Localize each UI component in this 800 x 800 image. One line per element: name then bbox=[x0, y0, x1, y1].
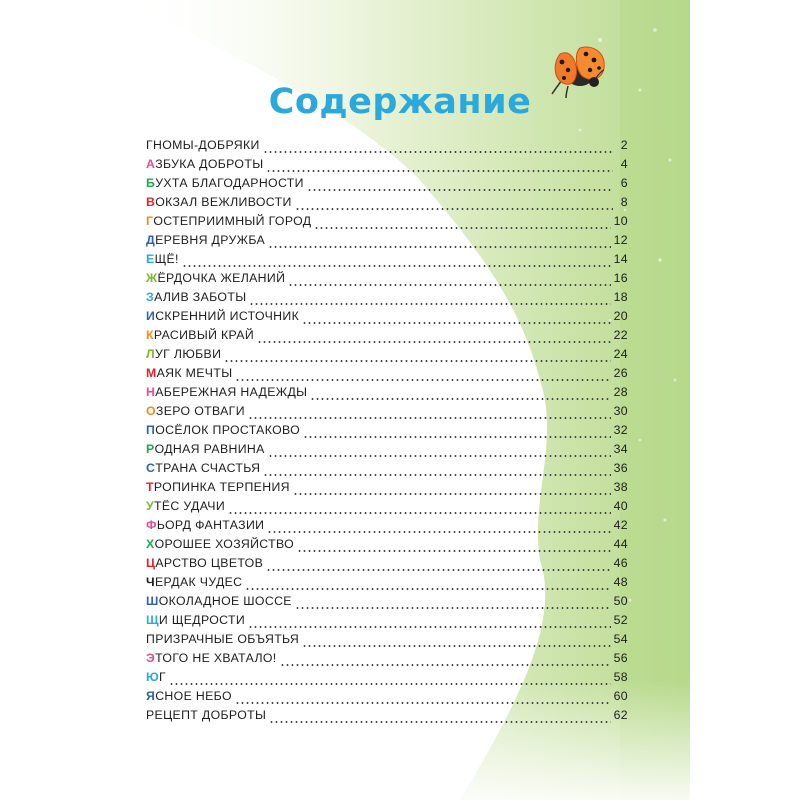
toc-entry-initial: У bbox=[146, 499, 154, 513]
toc-row bbox=[146, 195, 628, 214]
toc-page-number: 34 bbox=[613, 442, 628, 456]
toc-entry-title bbox=[146, 195, 292, 209]
toc-entry-title bbox=[146, 385, 307, 399]
toc-row bbox=[146, 157, 628, 176]
toc-entry-rest: СНОЕ НЕБО bbox=[155, 689, 232, 703]
dot-leader bbox=[182, 265, 611, 267]
toc-entry-title bbox=[146, 157, 263, 171]
toc-entry-rest: ТЁС УДАЧИ bbox=[154, 499, 226, 513]
toc-entry-initial: С bbox=[146, 461, 156, 475]
toc-entry-rest: ОКОЛАДНОЕ ШОССЕ bbox=[158, 594, 292, 608]
toc-row bbox=[146, 613, 628, 632]
toc-entry-initial: Я bbox=[146, 689, 156, 703]
toc-entry-title bbox=[146, 537, 294, 551]
toc-row bbox=[146, 309, 628, 328]
toc-page-number: 40 bbox=[613, 499, 628, 513]
toc-page-number: 50 bbox=[613, 594, 628, 608]
toc-entry-title bbox=[146, 271, 285, 285]
toc-entry-title bbox=[146, 632, 299, 646]
toc-entry-title bbox=[146, 309, 299, 323]
toc-entry-rest: ОДНАЯ РАВНИНА bbox=[154, 442, 265, 456]
toc-entry-initial: М bbox=[146, 366, 157, 380]
toc-entry-rest: РОПИНКА ТЕРПЕНИЯ bbox=[153, 480, 290, 494]
toc-entry-initial: И bbox=[146, 309, 156, 323]
toc-row bbox=[146, 670, 628, 689]
toc-entry-title bbox=[146, 423, 300, 437]
toc-page-number: 54 bbox=[613, 632, 628, 646]
toc-entry-initial: Ц bbox=[146, 556, 156, 570]
dot-leader bbox=[169, 683, 611, 685]
toc-entry-rest: УХТА БЛАГОДАРНОСТИ bbox=[155, 176, 304, 190]
toc-entry-initial: Л bbox=[146, 347, 155, 361]
dot-leader bbox=[293, 493, 611, 495]
toc-entry-rest: АЛИВ ЗАБОТЫ bbox=[154, 290, 247, 304]
toc-entry-rest: АБЕРЕЖНАЯ НАДЕЖДЫ bbox=[155, 385, 308, 399]
toc-entry-title bbox=[146, 613, 245, 627]
dot-leader bbox=[235, 379, 610, 381]
dot-leader bbox=[248, 626, 611, 628]
toc-row bbox=[146, 252, 628, 271]
toc-entry-title bbox=[146, 556, 263, 570]
toc-entry-rest: ЁРДОЧКА ЖЕЛАНИЙ bbox=[157, 271, 286, 285]
toc-entry-initial: Э bbox=[146, 651, 156, 665]
toc-page-number: 30 bbox=[613, 404, 628, 418]
toc-row bbox=[146, 233, 628, 252]
toc-page-number: 22 bbox=[613, 328, 628, 342]
toc-entry-initial: Е bbox=[146, 252, 155, 266]
dot-leader bbox=[288, 284, 610, 286]
toc-entry-title bbox=[146, 499, 225, 513]
toc-entry-title bbox=[146, 252, 179, 266]
toc-entry-initial: К bbox=[146, 328, 154, 342]
dot-leader bbox=[263, 474, 610, 476]
toc-entry-initial: Щ bbox=[146, 613, 159, 627]
toc-entry-rest: ТОГО НЕ ХВАТАЛО! bbox=[155, 651, 277, 665]
toc-page-number: 14 bbox=[613, 252, 628, 266]
toc-entry-rest: ОСТЕПРИИМНЫЙ ГОРОД bbox=[153, 214, 312, 228]
dot-leader bbox=[224, 360, 610, 362]
toc-entry-title bbox=[146, 366, 232, 380]
toc-entry-title bbox=[146, 575, 242, 589]
toc-row bbox=[146, 518, 628, 537]
toc-entry-title bbox=[146, 480, 290, 494]
toc-entry-title bbox=[146, 290, 246, 304]
toc-page-number: 48 bbox=[613, 575, 628, 589]
toc-entry-title bbox=[146, 138, 260, 152]
dot-leader bbox=[302, 645, 610, 647]
toc-page-number: 32 bbox=[613, 423, 628, 437]
toc-entry-title bbox=[146, 176, 304, 190]
toc-row bbox=[146, 290, 628, 309]
toc-page-number: 52 bbox=[613, 613, 628, 627]
dot-leader bbox=[280, 664, 611, 666]
table-of-contents bbox=[146, 138, 628, 727]
toc-entry-rest: ЩЁ! bbox=[154, 252, 179, 266]
toc-entry-initial: Р bbox=[146, 442, 155, 456]
toc-entry-title bbox=[146, 347, 221, 361]
toc-row bbox=[146, 575, 628, 594]
dot-leader bbox=[310, 398, 610, 400]
toc-page-number: 28 bbox=[613, 385, 628, 399]
dot-leader bbox=[228, 512, 611, 514]
toc-entry-title bbox=[146, 518, 264, 532]
toc-entry-title bbox=[146, 651, 277, 665]
toc-row bbox=[146, 556, 628, 575]
dot-leader bbox=[307, 189, 613, 191]
toc-row bbox=[146, 499, 628, 518]
dot-leader bbox=[303, 436, 611, 438]
toc-entry-rest: РЕЦЕПТ ДОБРОТЫ bbox=[146, 708, 267, 722]
dot-leader bbox=[314, 227, 610, 229]
toc-entry-title bbox=[146, 689, 232, 703]
dot-leader bbox=[268, 455, 611, 457]
toc-page-number: 58 bbox=[613, 670, 628, 684]
toc-entry-initial: З bbox=[146, 290, 155, 304]
toc-entry-rest: АРСТВО ЦВЕТОВ bbox=[155, 556, 264, 570]
toc-page-number: 24 bbox=[613, 347, 628, 361]
toc-entry-initial: В bbox=[146, 195, 156, 209]
dot-leader bbox=[297, 550, 611, 552]
toc-entry-initial: Т bbox=[146, 480, 154, 494]
toc-page-number: 8 bbox=[620, 195, 628, 209]
toc-entry-rest: ТРАНА СЧАСТЬЯ bbox=[155, 461, 261, 475]
toc-entry-initial: Ю bbox=[146, 670, 160, 684]
toc-entry-rest: И ЩЕДРОСТИ bbox=[158, 613, 246, 627]
toc-page-number: 18 bbox=[613, 290, 628, 304]
dot-leader bbox=[268, 246, 611, 248]
toc-row bbox=[146, 423, 628, 442]
toc-entry-title bbox=[146, 708, 266, 722]
toc-page-number: 12 bbox=[613, 233, 628, 247]
toc-row bbox=[146, 461, 628, 480]
toc-entry-initial: Ф bbox=[146, 518, 157, 532]
toc-row bbox=[146, 404, 628, 423]
toc-entry-initial: А bbox=[146, 157, 156, 171]
toc-entry-rest: ОСЁЛОК ПРОСТАКОВО bbox=[155, 423, 301, 437]
toc-entry-initial: Д bbox=[146, 233, 156, 247]
toc-row bbox=[146, 632, 628, 651]
dot-leader bbox=[302, 322, 611, 324]
toc-entry-rest: УГ ЛЮБВИ bbox=[154, 347, 222, 361]
toc-row bbox=[146, 176, 628, 195]
toc-page-number: 56 bbox=[613, 651, 628, 665]
toc-page-number: 60 bbox=[613, 689, 628, 703]
toc-row bbox=[146, 537, 628, 556]
toc-row bbox=[146, 689, 628, 708]
dot-leader bbox=[235, 702, 611, 704]
toc-entry-rest: ЕРЕВНЯ ДРУЖБА bbox=[155, 233, 266, 247]
dot-leader bbox=[266, 170, 613, 172]
toc-entry-initial: Ж bbox=[146, 271, 158, 285]
toc-entry-title bbox=[146, 328, 254, 342]
toc-page-number: 62 bbox=[613, 708, 628, 722]
toc-page-number: 6 bbox=[620, 176, 628, 190]
toc-entry-initial: Н bbox=[146, 385, 156, 399]
dot-leader bbox=[257, 341, 611, 343]
toc-entry-rest: ПРИЗРАЧНЫЕ ОБЪЯТЬЯ bbox=[146, 632, 300, 646]
toc-row bbox=[146, 594, 628, 613]
toc-page-number: 38 bbox=[613, 480, 628, 494]
toc-entry-title bbox=[146, 214, 311, 228]
toc-entry-initial: Г bbox=[146, 214, 154, 228]
toc-entry-title bbox=[146, 670, 166, 684]
toc-entry-title bbox=[146, 461, 260, 475]
toc-entry-title bbox=[146, 594, 292, 608]
toc-entry-initial: Х bbox=[146, 537, 155, 551]
toc-entry-rest: Г bbox=[159, 670, 167, 684]
toc-entry-rest: ГНОМЫ-ДОБРЯКИ bbox=[146, 138, 260, 152]
dot-leader bbox=[269, 721, 610, 723]
toc-page-number: 20 bbox=[613, 309, 628, 323]
toc-row bbox=[146, 271, 628, 290]
toc-entry-initial: П bbox=[146, 423, 156, 437]
toc-entry-rest: ЕРДАК ЧУДЕС bbox=[155, 575, 243, 589]
toc-row bbox=[146, 480, 628, 499]
toc-row bbox=[146, 385, 628, 404]
toc-entry-rest: РАСИВЫЙ КРАЙ bbox=[153, 328, 255, 342]
dot-leader bbox=[245, 588, 610, 590]
toc-row bbox=[146, 347, 628, 366]
toc-page-number: 44 bbox=[613, 537, 628, 551]
toc-row bbox=[146, 366, 628, 385]
toc-page-number: 10 bbox=[613, 214, 628, 228]
dot-leader bbox=[263, 151, 613, 153]
toc-page-number: 4 bbox=[620, 157, 628, 171]
toc-row bbox=[146, 328, 628, 347]
toc-entry-title bbox=[146, 404, 245, 418]
toc-entry-rest: ЗЕРО ОТВАГИ bbox=[155, 404, 245, 418]
toc-row bbox=[146, 708, 628, 727]
toc-row bbox=[146, 442, 628, 461]
toc-entry-rest: ОКЗАЛ ВЕЖЛИВОСТИ bbox=[155, 195, 292, 209]
dot-leader bbox=[295, 607, 611, 609]
toc-entry-initial: Б bbox=[146, 176, 156, 190]
toc-entry-rest: ЬОРД ФАНТАЗИИ bbox=[156, 518, 265, 532]
toc-entry-rest: АЯК МЕЧТЫ bbox=[156, 366, 233, 380]
dot-leader bbox=[267, 531, 610, 533]
toc-page-number: 2 bbox=[620, 138, 628, 152]
dot-leader bbox=[295, 208, 613, 210]
dot-leader bbox=[266, 569, 610, 571]
toc-page-number: 16 bbox=[613, 271, 628, 285]
toc-row bbox=[146, 651, 628, 670]
page-title: Содержание bbox=[268, 82, 532, 122]
toc-entry-initial: Ш bbox=[146, 594, 159, 608]
toc-page-number: 36 bbox=[613, 461, 628, 475]
toc-entry-rest: ЗБУКА ДОБРОТЫ bbox=[155, 157, 264, 171]
toc-entry-initial: О bbox=[146, 404, 156, 418]
toc-entry-title bbox=[146, 442, 265, 456]
toc-row bbox=[146, 214, 628, 233]
toc-entry-title bbox=[146, 233, 265, 247]
toc-entry-rest: СКРЕННИЙ ИСТОЧНИК bbox=[155, 309, 300, 323]
toc-page-number: 42 bbox=[613, 518, 628, 532]
toc-entry-rest: ОРОШЕЕ ХОЗЯЙСТВО bbox=[154, 537, 295, 551]
dot-leader bbox=[248, 417, 611, 419]
toc-page-number: 26 bbox=[613, 366, 628, 380]
dot-leader bbox=[249, 303, 610, 305]
toc-page-number: 46 bbox=[613, 556, 628, 570]
toc-entry-initial: Ч bbox=[146, 575, 155, 589]
toc-row bbox=[146, 138, 628, 157]
